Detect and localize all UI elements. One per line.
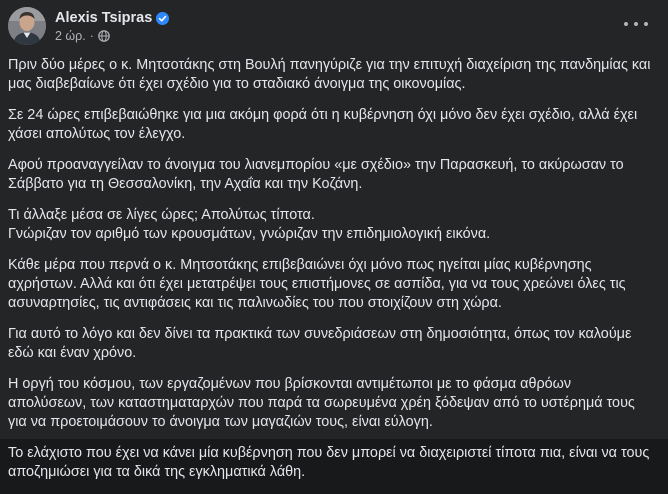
paragraph-line: Πριν δύο μέρες ο κ. Μητσοτάκης στη Βουλή πανηγύριζε για την επιτυχή διαχείριση της πανδημίας και [8,57,651,73]
author-row [55,9,169,27]
paragraph-line: Σάββατο για τη Θεσσαλονίκη, την Αχαΐα και την Κοζάνη. [8,176,363,192]
post-paragraph [8,156,658,194]
paragraph-line: αχρήστων. Αλλά και ότι έχει μετατρέψει τους επιστήμονες σε ασπίδα, για να τους χρεώνει όλες τις [8,276,626,292]
paragraph-line: για να προετοιμάσουν το άνοιγμα των μαγαζιών τους, είναι εύλογη. [8,414,433,430]
more-dot [624,22,628,26]
paragraph-line: Κάθε μέρα που περνά ο κ. Μητσοτάκης επιβεβαιώνει όχι μόνο πως ηγείται μίας κυβέρνησης [8,257,592,273]
paragraph-line: εδώ και έναν χρόνο. [8,345,137,361]
more-dot [644,22,648,26]
paragraph-line: Γνώριζαν τον αριθμό των κρουσμάτων, γνώριζαν την επιδημιολογική εικόνα. [8,226,491,242]
post-meta [55,9,169,43]
paragraph-line: μας διαβεβαίωνε ότι έχει σχέδιο για το σταδιακό άνοιγμα της οικονομίας. [8,76,466,92]
post-subline [55,29,169,43]
separator-dot: · [89,29,94,43]
paragraph-line: Τι άλλαξε μέσα σε λίγες ώρες; Απολύτως τίποτα. [8,207,315,223]
post-paragraph [8,206,658,244]
globe-icon[interactable] [98,30,110,42]
paragraph-line: Η οργή του κόσμου, των εργαζομένων που βρίσκονται αντιμέτωποι με το φάσμα αθρόων [8,376,572,392]
more-dot [634,22,638,26]
post-paragraph [8,256,658,313]
post-header [8,6,169,46]
paragraph-line: απολύσεων, των καταστηματαρχών που παρά τα σωρευμένα χρέη ξόδεψαν από το υστέρημά τους [8,395,635,411]
paragraph-line: αποζημιώσει για τα δικά της εγκληματικά λάθη. [8,464,306,480]
post-paragraph [8,444,658,482]
paragraph-line: Για αυτό το λόγο και δεν δίνει τα πρακτικά των συνεδριάσεων στη δημοσιότητα, όπως τον καλούμε [8,326,632,342]
paragraph-line: Αφού προαναγγείλαν το άνοιγμα του λιανεμπορίου «με σχέδιο» την Παρασκευή, το ακύρωσαν το [8,157,624,173]
post-paragraph [8,56,658,94]
post-timestamp[interactable]: 2 ώρ. [55,29,86,43]
verified-badge-icon [156,12,169,25]
post-paragraph [8,375,658,432]
post-paragraph [8,106,658,144]
more-options-icon[interactable] [624,14,648,34]
post-text [8,56,658,494]
paragraph-line: χάσει απολύτως τον έλεγχο. [8,126,186,142]
post-paragraph [8,325,658,363]
author-name[interactable]: Alexis Tsipras [55,10,153,26]
paragraph-line: Σε 24 ώρες επιβεβαιώθηκε για μια ακόμη φορά ότι η κυβέρνηση όχι μόνο δεν έχει σχέδιο, αλλά έχει [8,107,638,123]
paragraph-line: Το ελάχιστο που έχει να κάνει μία κυβέρνηση που δεν μπορεί να διαχειριστεί τίποτα πια, είναι να τους [8,445,650,461]
author-avatar[interactable] [8,7,46,45]
paragraph-line: ασυναρτησίες, τις αντιφάσεις και τις παλινωδίες του που στοιχίζουν στη χώρα. [8,295,502,311]
